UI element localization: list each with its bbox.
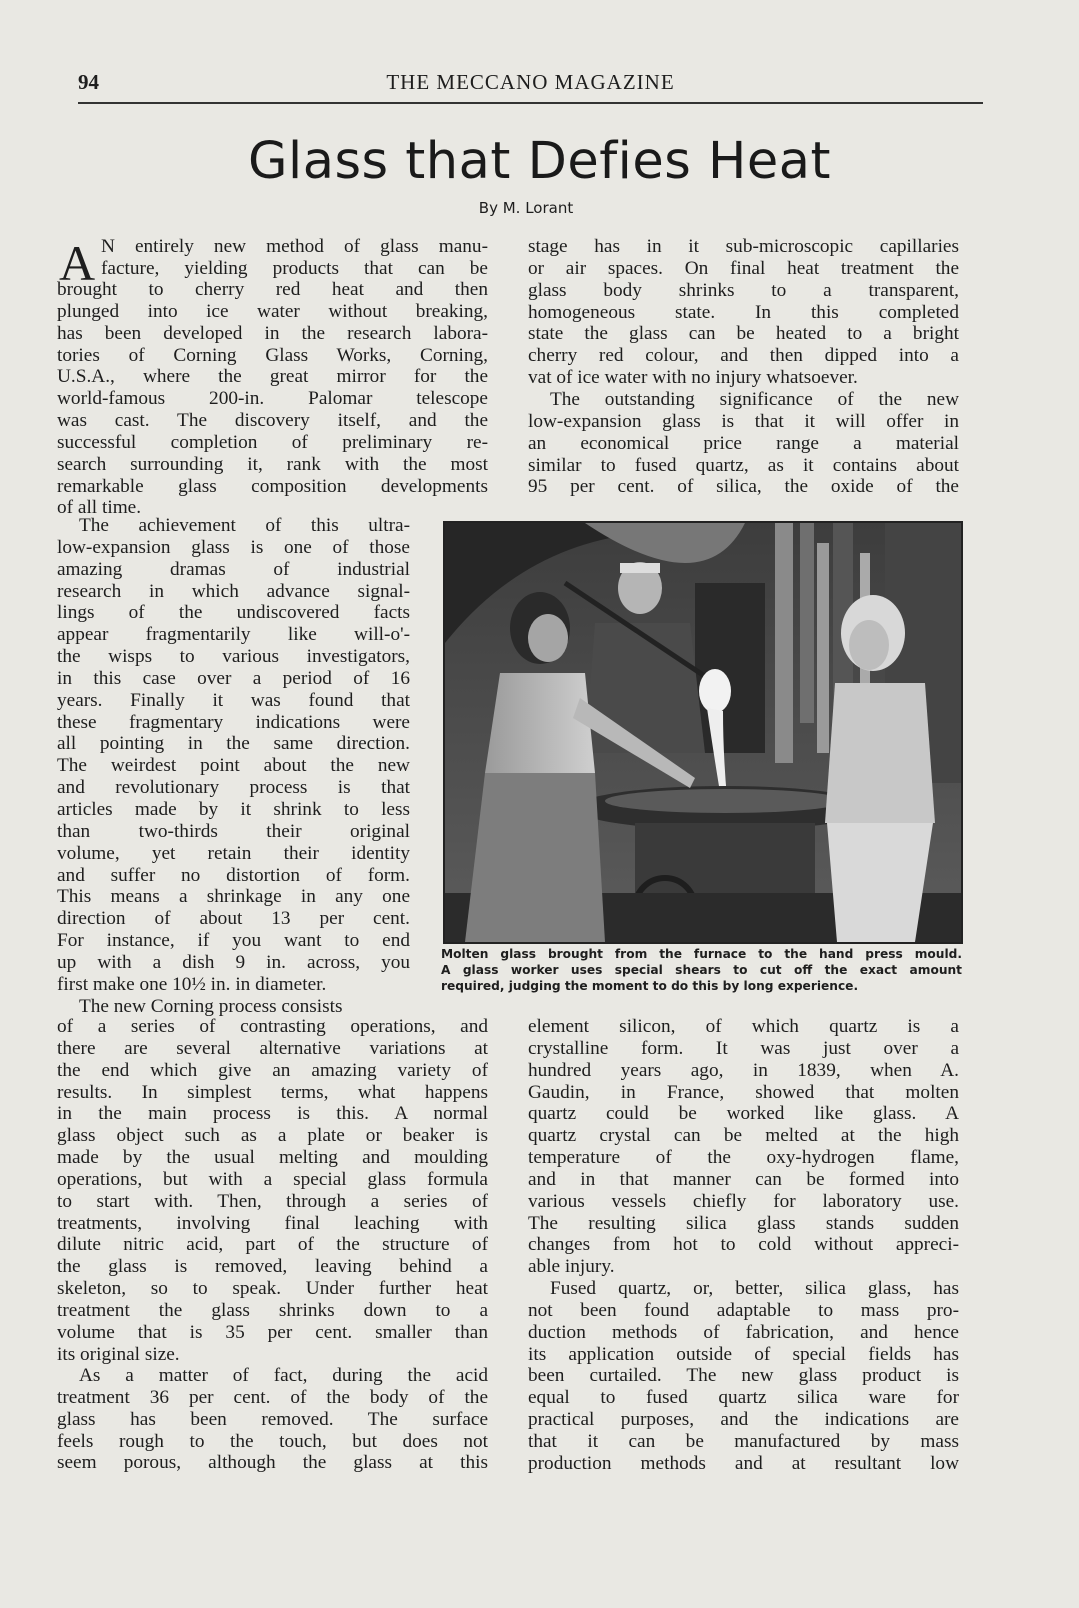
narrow-line: years. Finally it was found that <box>57 689 410 711</box>
body-line: crystalline form. It was just over a <box>528 1037 959 1059</box>
narrow-line: The new Corning process consists <box>79 995 343 1017</box>
body-line: of a series of contrasting operations, and <box>57 1016 488 1037</box>
narrow-line: first make one 10½ in. in diameter. <box>57 973 327 995</box>
body-line: Gaudin, in France, showed that molten <box>528 1081 959 1103</box>
body-line: operations, but with a special glass formula <box>57 1168 488 1190</box>
body-line: homogeneous state. In this completed <box>528 301 959 323</box>
paragraph-significance <box>528 389 959 498</box>
narrow-line: and revolutionary process is that <box>57 777 410 799</box>
narrow-line: The weirdest point about the new <box>57 755 410 777</box>
body-line: cherry red colour, and then dipped into a <box>528 345 959 367</box>
narrow-line: low-expansion glass is one of those <box>57 536 410 558</box>
body-line: low-expansion glass is that it will offer in <box>528 410 959 432</box>
narrow-line: up with a dish 9 in. across, you <box>57 951 410 973</box>
body-line: made by the usual melting and moulding <box>57 1147 488 1169</box>
body-line: the glass is removed, leaving behind a <box>57 1256 488 1278</box>
narrow-line: appear fragmentarily like will-o'- <box>57 624 410 646</box>
paragraph-acid <box>57 1365 488 1474</box>
body-line: Fused quartz, or, better, silica glass, has <box>550 1278 959 1299</box>
photo-caption <box>441 946 962 994</box>
paragraph-intro-tail <box>57 279 488 519</box>
body-line: element silicon, of which quartz is a <box>528 1016 959 1037</box>
body-line: quartz could be worked like glass. A <box>528 1103 959 1125</box>
body-line: in the main process is this. A normal <box>57 1103 488 1125</box>
intro-line: successful completion of preliminary re- <box>57 431 488 453</box>
body-line: its application outside of special fields has <box>528 1343 959 1365</box>
body-line: and in that manner can be formed into <box>528 1168 959 1190</box>
narrow-line: amazing dramas of industrial <box>57 558 410 580</box>
body-line: As a matter of fact, during the acid <box>79 1365 488 1386</box>
photo-illustration <box>445 523 961 942</box>
intro-line: of all time. <box>57 497 142 519</box>
running-head <box>78 70 983 100</box>
body-line: The outstanding significance of the new <box>550 389 959 410</box>
intro-line: remarkable glass composition developments <box>57 475 488 497</box>
narrow-line: the wisps to various investigators, <box>57 646 410 668</box>
body-line: able injury. <box>528 1256 615 1278</box>
intro-line: tories of Corning Glass Works, Corning, <box>57 344 488 366</box>
intro-line: facture, yielding products that can be <box>101 257 488 279</box>
body-line: glass object such as a plate or beaker is <box>57 1125 488 1147</box>
header-rule <box>78 102 983 104</box>
narrow-line: these fragmentary indications were <box>57 711 410 733</box>
caption-line: Molten glass brought from the furnace to the hand press mould. <box>441 947 962 961</box>
body-line: treatments, involving final leaching with <box>57 1212 488 1234</box>
body-line: duction methods of fabrication, and hence <box>528 1321 959 1343</box>
paragraph-narrow <box>57 515 410 1017</box>
article-title: Glass that Defies Heat <box>248 132 831 191</box>
body-line: practical purposes, and the indications are <box>528 1409 959 1431</box>
narrow-line: The achievement of this ultra- <box>79 515 410 536</box>
intro-line: U.S.A., where the great mirror for the <box>57 366 488 388</box>
body-line: changes from hot to cold without appreci- <box>528 1234 959 1256</box>
paragraph-process <box>57 1016 488 1366</box>
body-line: skeleton, so to speak. Under further heat <box>57 1278 488 1300</box>
narrow-line: lings of the undiscovered facts <box>57 602 410 624</box>
body-line: there are several alternative variations at <box>57 1037 488 1059</box>
body-line: that it can be manufactured by mass <box>528 1430 959 1452</box>
narrow-line: articles made by it shrink to less <box>57 798 410 820</box>
photo-glass-workers <box>443 521 963 944</box>
narrow-line: For instance, if you want to end <box>57 930 410 952</box>
body-line: been curtailed. The new glass product is <box>528 1365 959 1387</box>
narrow-line: and suffer no distortion of form. <box>57 864 410 886</box>
body-line: 95 per cent. of silica, the oxide of the <box>528 476 959 498</box>
body-line: an economical price range a material <box>528 432 959 454</box>
narrow-line: research in which advance signal- <box>57 580 410 602</box>
body-line: glass body shrinks to a transparent, <box>528 279 959 301</box>
intro-line: was cast. The discovery itself, and the <box>57 410 488 432</box>
body-line: treatment 36 per cent. of the body of the <box>57 1386 488 1408</box>
narrow-line: volume, yet retain their identity <box>57 842 410 864</box>
narrow-line: all pointing in the same direction. <box>57 733 410 755</box>
narrow-line: in this case over a period of 16 <box>57 667 410 689</box>
narrow-line: direction of about 13 per cent. <box>57 908 410 930</box>
paragraph-capillaries <box>528 236 959 389</box>
body-line: state the glass can be heated to a bright <box>528 323 959 345</box>
body-line: glass has been removed. The surface <box>57 1408 488 1430</box>
paragraph-intro <box>101 236 488 280</box>
body-line: feels rough to the touch, but does not <box>57 1430 488 1452</box>
body-line: dilute nitric acid, part of the structure of <box>57 1234 488 1256</box>
narrow-line: than two-thirds their original <box>57 820 410 842</box>
intro-line: has been developed in the research labora- <box>57 322 488 344</box>
body-line: similar to fused quartz, as it contains about <box>528 454 959 476</box>
body-line: temperature of the oxy-hydrogen flame, <box>528 1147 959 1169</box>
body-line: production methods and at resultant low <box>528 1452 959 1474</box>
paragraph-silicon <box>528 1016 959 1278</box>
body-line: vat of ice water with no injury whatsoever. <box>528 367 858 389</box>
body-line: equal to fused quartz silica ware for <box>528 1387 959 1409</box>
body-line: or air spaces. On final heat treatment the <box>528 257 959 279</box>
magazine-name: THE MECCANO MAGAZINE <box>386 70 675 94</box>
intro-line: world-famous 200-in. Palomar telescope <box>57 388 488 410</box>
body-line: seem porous, although the glass at this <box>57 1452 488 1474</box>
intro-line: search surrounding it, rank with the most <box>57 453 488 475</box>
article-byline: By M. Lorant <box>478 199 574 217</box>
intro-line: plunged into ice water without breaking, <box>57 300 488 322</box>
body-line: stage has in it sub-microscopic capillaries <box>528 236 959 257</box>
drop-cap: A <box>59 235 96 291</box>
paragraph-fused-quartz <box>528 1278 959 1475</box>
body-line: to start with. Then, through a series of <box>57 1190 488 1212</box>
narrow-line: This means a shrinkage in any one <box>57 886 410 908</box>
caption-line: A glass worker uses special shears to cut off the exact amount <box>441 963 962 977</box>
body-line: The resulting silica glass stands sudden <box>528 1212 959 1234</box>
body-line: not been found adaptable to mass pro- <box>528 1299 959 1321</box>
intro-line: N entirely new method of glass manu- <box>101 236 488 257</box>
body-line: the end which give an amazing variety of <box>57 1059 488 1081</box>
page-number: 94 <box>78 70 99 94</box>
body-line: volume that is 35 per cent. smaller than <box>57 1321 488 1343</box>
intro-line: brought to cherry red heat and then <box>57 279 488 300</box>
body-line: quartz crystal can be melted at the high <box>528 1125 959 1147</box>
body-line: results. In simplest terms, what happens <box>57 1081 488 1103</box>
body-line: its original size. <box>57 1343 180 1365</box>
body-line: hundred years ago, in 1839, when A. <box>528 1059 959 1081</box>
body-line: treatment the glass shrinks down to a <box>57 1299 488 1321</box>
caption-line: required, judging the moment to do this by long experience. <box>441 979 859 993</box>
body-line: various vessels chiefly for laboratory use. <box>528 1190 959 1212</box>
